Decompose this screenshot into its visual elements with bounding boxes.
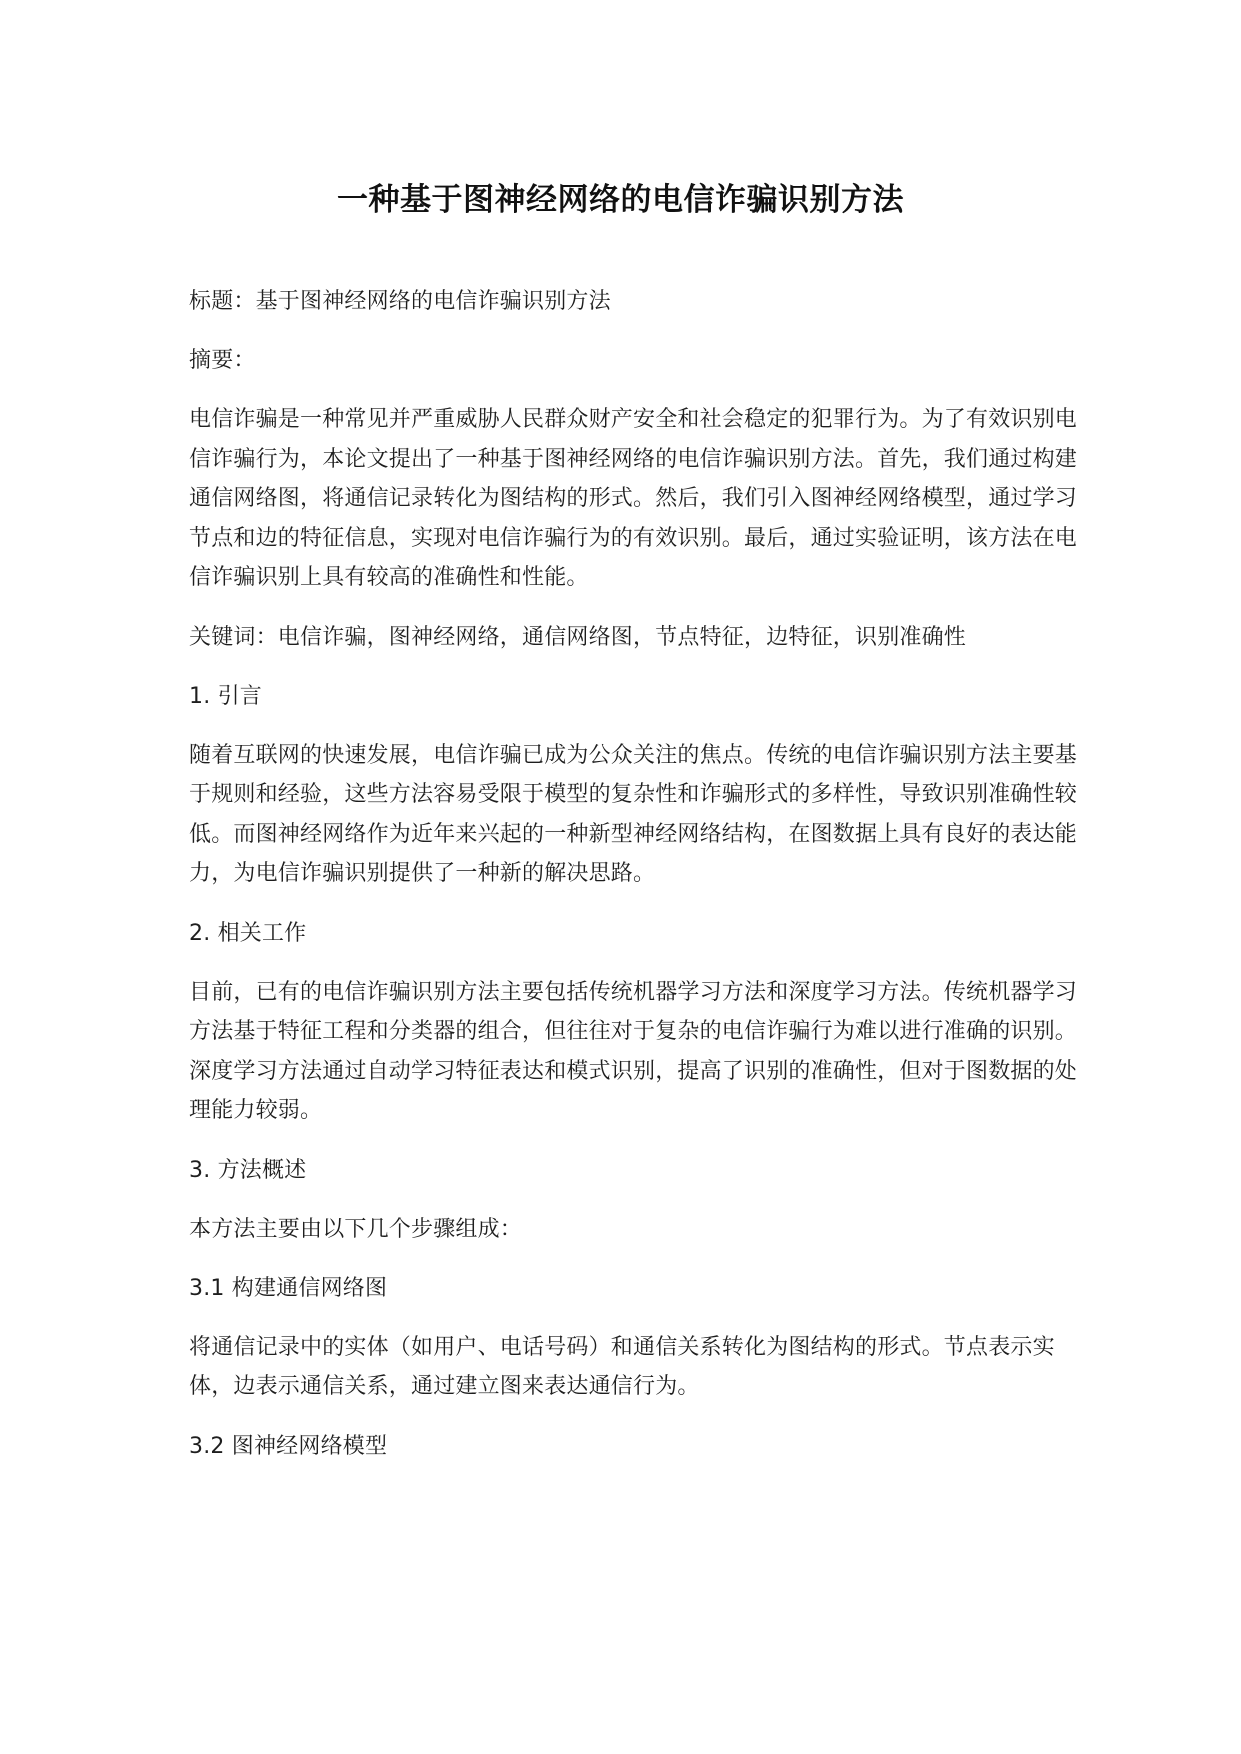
graph-construction-paragraph: 将通信记录中的实体（如用户、电话号码）和通信关系转化为图结构的形式。节点表示实体，边表示通信关系，通过建立图来表达通信行为。 <box>189 1334 1055 1399</box>
section-heading-introduction: 1. 引言 <box>189 683 262 709</box>
keywords-line: 关键词：电信诈骗，图神经网络，通信网络图，节点特征，边特征，识别准确性 <box>189 624 967 650</box>
subsection-heading-graph-construction: 3.1 构建通信网络图 <box>189 1275 388 1301</box>
introduction-paragraph: 随着互联网的快速发展，电信诈骗已成为公众关注的焦点。传统的电信诈骗识别方法主要基于规则和经验，这些方法容易受限于模型的复杂性和诈骗形式的多样性，导致识别准确性较低。而图神经网络作为近年来兴起的一种新型神经网络结构，在图数据上具有良好的表达能力，为电信诈骗识别提供了一种新的解决思路。 <box>189 742 1078 886</box>
abstract-heading: 摘要： <box>189 348 256 373</box>
section-heading-method-overview: 3. 方法概述 <box>189 1157 307 1183</box>
related-work-paragraph: 目前，已有的电信诈骗识别方法主要包括传统机器学习方法和深度学习方法。传统机器学习方法基于特征工程和分类器的组合，但往往对于复杂的电信诈骗行为难以进行准确的识别。深度学习方法通过自动学习特征表达和模式识别，提高了识别的准确性，但对于图数据的处理能力较弱。 <box>189 979 1078 1123</box>
document-title: 一种基于图神经网络的电信诈骗识别方法 <box>337 182 904 218</box>
document-body <box>189 282 1079 1486</box>
title-line: 标题：基于图神经网络的电信诈骗识别方法 <box>189 289 611 314</box>
section-heading-related-work: 2. 相关工作 <box>189 920 307 946</box>
subsection-heading-gnn-model: 3.2 图神经网络模型 <box>189 1433 388 1459</box>
abstract-paragraph: 电信诈骗是一种常见并严重威胁人民群众财产安全和社会稳定的犯罪行为。为了有效识别电信诈骗行为，本论文提出了一种基于图神经网络的电信诈骗识别方法。首先，我们通过构建通信网络图，将通信记录转化为图结构的形式。然后，我们引入图神经网络模型，通过学习节点和边的特征信息，实现对电信诈骗行为的有效识别。最后，通过实验证明，该方法在电信诈骗识别上具有较高的准确性和性能。 <box>189 407 1078 590</box>
method-overview-paragraph: 本方法主要由以下几个步骤组成： <box>189 1216 523 1242</box>
